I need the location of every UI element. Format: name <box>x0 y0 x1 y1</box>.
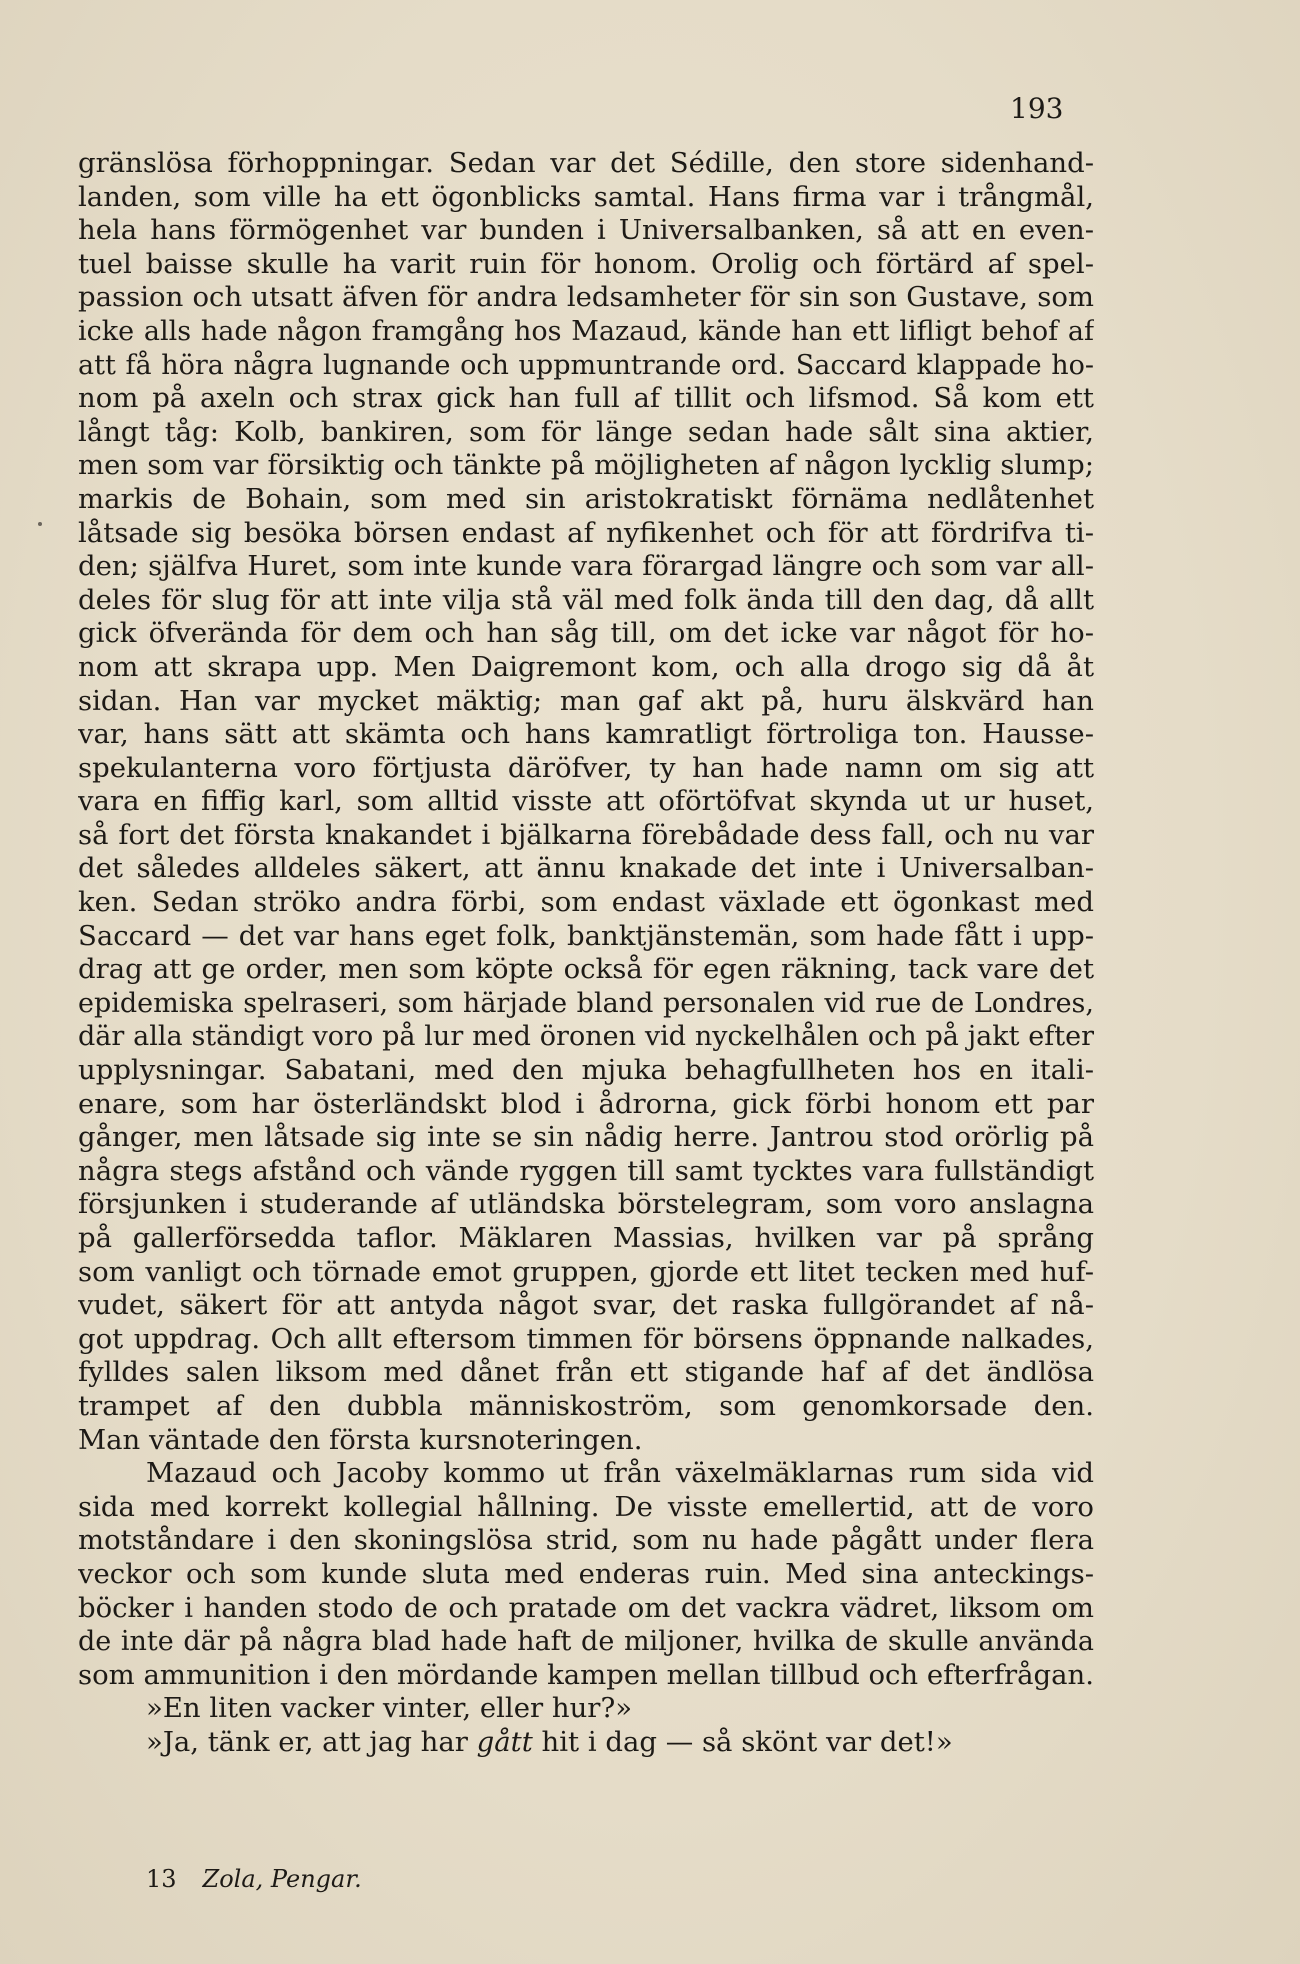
text-line: drag att ge order, men som köpte också för egen räkning, tack vare det <box>78 953 1094 986</box>
text-line: gick öfverända för dem och han såg till, om det icke var något för ho- <box>78 617 1094 650</box>
text-line: nom på axeln och strax gick han full af tillit och lifsmod. Så kom ett <box>78 382 1094 415</box>
text-line: så fort det första knakandet i bjälkarna förebådade dess fall, och nu var <box>78 818 1094 851</box>
margin-mark <box>38 522 42 526</box>
text-line: »En liten vacker vinter, eller hur?» <box>146 1692 633 1725</box>
text-line: den; själfva Huret, som inte kunde vara förargad längre och som var all- <box>78 550 1094 583</box>
text-line: trampet af den dubbla människoström, som genomkorsade den. <box>78 1389 1094 1422</box>
text-line: landen, som ville ha ett ögonblicks samtal. Hans firma var i trångmål, <box>78 180 1094 213</box>
text-line: försjunken i studerande af utländska börstelegram, som voro anslagna <box>78 1188 1094 1221</box>
text-line: epidemiska spelraseri, som härjade bland personalen vid rue de Londres, <box>78 987 1094 1019</box>
text-line: att få höra några lugnande och uppmuntrande ord. Saccard klappade ho- <box>78 349 1094 381</box>
text-line: som ammunition i den mördande kampen mellan tillbud och efterfrågan. <box>78 1658 1094 1691</box>
text-line: vara en fiffig karl, som alltid visste att oförtöfvat skynda ut ur huset, <box>78 785 1094 818</box>
text-line: spekulanterna voro förtjusta däröfver, ty han hade namn om sig att <box>78 751 1094 784</box>
text-line: passion och utsatt äfven för andra ledsamheter för sin son Gustave, som <box>78 281 1094 314</box>
text-line: några stegs afstånd och vände ryggen till samt tycktes vara fullständigt <box>78 1154 1094 1187</box>
text-line: hela hans förmögenhet var bunden i Universalbanken, så att en even- <box>78 214 1094 247</box>
text-line: motståndare i den skoningslösa strid, som nu hade pågått under flera <box>78 1524 1094 1557</box>
text-line: de inte där på några blad hade haft de miljoner, hvilka de skulle använda <box>78 1626 1094 1658</box>
page-number: 193 <box>1010 92 1064 125</box>
text-segment: hit i dag — så skönt var det!» <box>532 1725 953 1758</box>
text-line: där alla ständigt voro på lur med öronen vid nyckelhålen och på jakt efter <box>78 1021 1094 1053</box>
text-line: långt tåg: Kolb, bankiren, som för länge sedan hade sålt sina aktier, <box>78 415 1094 448</box>
text-line: icke alls hade någon framgång hos Mazaud, kände han ett lifligt behof af <box>78 315 1094 347</box>
text-line: vudet, säkert för att antyda något svar, det raska fullgörandet af nå- <box>78 1289 1094 1322</box>
text-line: på gallerförsedda taflor. Mäklaren Massias, hvilken var på språng <box>78 1222 1094 1254</box>
text-line: tuel baisse skulle ha varit ruin för honom. Orolig och förtärd af spel- <box>78 247 1094 280</box>
text-line: gränslösa förhoppningar. Sedan var det Sédille, den store sidenhand- <box>78 147 1094 179</box>
text-line: böcker i handen stodo de och pratade om det vackra vädret, liksom om <box>78 1591 1094 1624</box>
text-line: sida med korrekt kollegial hållning. De visste emellertid, att de voro <box>78 1490 1094 1523</box>
text-line: gånger, men låtsade sig inte se sin nådig herre. Jantrou stod orörlig på <box>78 1121 1094 1154</box>
text-line: sidan. Han var mycket mäktig; man gaf akt på, huru älskvärd han <box>78 684 1094 717</box>
text-line: nom att skrapa upp. Men Daigremont kom, och alla drogo sig då åt <box>78 650 1094 683</box>
text-line: Man väntade den första kursnoteringen. <box>78 1423 643 1456</box>
text-line: ken. Sedan ströko andra förbi, som endast växlade ett ögonkast med <box>78 886 1094 919</box>
text-line: Saccard — det var hans eget folk, banktjänstemän, som hade fått i upp- <box>78 919 1094 952</box>
text-line: men som var försiktig och tänkte på möjligheten af någon lycklig slump; <box>78 449 1094 482</box>
text-line: upplysningar. Sabatani, med den mjuka behagfullheten hos en itali- <box>78 1054 1094 1087</box>
text-line: som vanligt och törnade emot gruppen, gjorde ett litet tecken med huf- <box>78 1255 1094 1288</box>
text-line: markis de Bohain, som med sin aristokratiskt förnäma nedlåtenhet <box>78 482 1094 515</box>
text-line: deles för slug för att inte vilja stå väl med folk ända till den dag, då allt <box>78 583 1094 616</box>
text-line: det således alldeles säkert, att ännu knakade det inte i Universalban- <box>78 852 1094 885</box>
signature-footer <box>146 1864 362 1894</box>
text-line: var, hans sätt att skämta och hans kamratligt förtroliga ton. Hausse- <box>78 718 1094 751</box>
signature-title: Zola, Pengar. <box>202 1865 362 1893</box>
italic-word: gått <box>476 1725 533 1758</box>
sheet-number: 13 <box>146 1865 177 1893</box>
text-line: fylldes salen liksom med dånet från ett stigande haf af det ändlösa <box>78 1356 1094 1389</box>
text-line: enare, som har österländskt blod i ådrorna, gick förbi honom ett par <box>78 1087 1094 1120</box>
text-line: Mazaud och Jacoby kommo ut från växelmäklarnas rum sida vid <box>146 1457 1094 1490</box>
text-line: veckor och som kunde sluta med enderas ruin. Med sina anteckings- <box>78 1557 1094 1590</box>
text-segment: »Ja, tänk er, att jag har <box>146 1725 477 1758</box>
text-line: got uppdrag. Och allt eftersom timmen för börsens öppnande nalkades, <box>78 1322 1094 1355</box>
text-line: låtsade sig besöka börsen endast af nyfikenhet och för att fördrifva ti- <box>78 516 1094 549</box>
text-line <box>78 1726 1094 1760</box>
body-text <box>78 147 1094 1760</box>
